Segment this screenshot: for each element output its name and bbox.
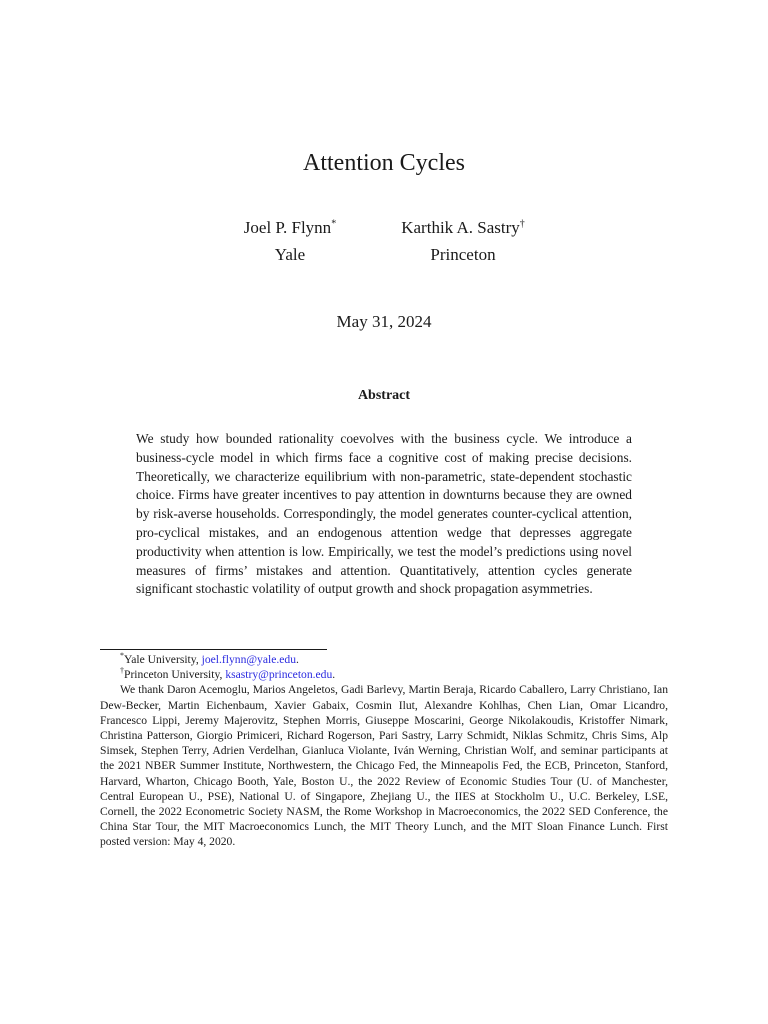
author-block-flynn: [210, 214, 370, 268]
footnote-sastry: [100, 667, 668, 682]
author-footnote-mark[interactable]: †: [519, 218, 525, 230]
abstract-text: We study how bounded rationality coevolves with the business cycle. We introduce a business-cycle model in which firms face a cognitive cost of making precise decisions. Theoretically, we characterize equilibrium with non-parametric, state-dependent stochastic choice. Firms have greater incentives to pay attention in downturns because they are owned by risk-averse households. Correspondingly, the model generates counter-cyclical attention, pro-cyclical mistakes, and an endogenous attention wedge that depresses aggregate productivity when attention is low. Empirically, we test the model’s predictions using novel measures of firms’ mistakes and attention. Quantitatively, attention cycles generate significant stochastic volatility of output growth and shock propagation asymmetries.: [136, 431, 632, 597]
footnote-flynn: [100, 652, 668, 667]
author-affiliation: Yale: [274, 245, 306, 264]
author-name: Joel P. Flynn: [243, 218, 332, 237]
footnote-end: .: [332, 668, 336, 682]
email-link-sastry[interactable]: ksastry@princeton.edu: [225, 668, 333, 682]
author-footnote-mark[interactable]: *: [331, 218, 337, 230]
acknowledgements: We thank Daron Acemoglu, Marios Angeletos, Gadi Barlevy, Martin Beraja, Ricardo Caballero, Larry Christiano, Ian Dew-Becker, Martin Eichenbaum, Xavier Gabaix, Cosmin Ilut, Alexandre Kohlhas, Chen Lian, Omar Licandro, Francesco Lippi, Jeremy Majerovitz, Stephen Morris, Giuseppe Moscarini, George Nikolakoudis, Kristoffer Nimark, Christina Patterson, Giorgio Primiceri, Richard Rogerson, Pari Sastry, Larry Schmidt, Niklas Schmitz, Chris Sims, Alp Simsek, Stephen Terry, Adrien Verdelhan, Gianluca Violante, Iván Werning, Christian Wolf, and seminar participants at the 2021 NBER Summer Institute, Northwestern, the Chicago Fed, the Minneapolis Fed, the ECB, Princeton, Stanford, Harvard, Wharton, Chicago Booth, Yale, Boston U., the 2022 Review of Economic Studies Tour (U. of Manchester, Central European U., PSE), National U. of Singapore, Zhejiang U., the IIES at Stockholm U., U.C. Berkeley, LSE, Cornell, the 2022 Econometric Society NASM, the Rome Workshop in Macroeconomics, the 2022 SED Conference, the China Star Tour, the MIT Macroeconomics Lunch, the MIT Theory Lunch, and the MIT Sloan Finance Lunch. First posted version: May 4, 2020.: [100, 683, 668, 849]
footnote-text: Princeton University,: [124, 668, 226, 682]
footnote-mark: †: [120, 666, 124, 676]
footnotes: [100, 652, 668, 850]
abstract-heading: Abstract: [357, 388, 411, 403]
email-link-flynn[interactable]: joel.flynn@yale.edu: [201, 653, 297, 666]
author-name-line: [380, 214, 546, 241]
author-block-sastry: [380, 214, 546, 268]
paper-date: May 31, 2024: [336, 312, 432, 331]
paper-title: Attention Cycles: [303, 150, 465, 176]
author-name: Karthik A. Sastry: [401, 218, 520, 237]
footnote-mark: *: [120, 651, 124, 661]
author-name-line: [210, 214, 370, 241]
footnote-text: Yale University,: [124, 653, 202, 666]
footnote-divider: [100, 649, 327, 650]
footnote-end: .: [296, 653, 299, 666]
author-affiliation: Princeton: [430, 245, 496, 264]
